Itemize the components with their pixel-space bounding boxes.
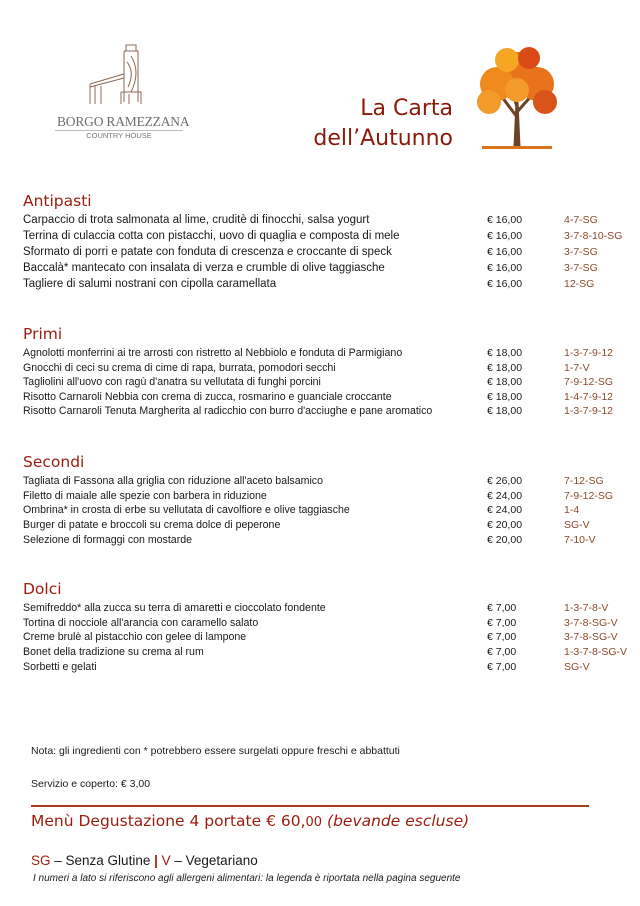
dish-name: Risotto Carnaroli Nebbia con crema di zucca, rosmarino e guanciale croccante: [23, 390, 392, 403]
dish-name: Carpaccio di trota salmonata al lime, cruditè di finocchi, salsa yogurt: [23, 214, 370, 226]
menu-item: [23, 646, 633, 661]
dish-name: Selezione di formaggi con mostarde: [23, 533, 193, 546]
dish-allergens: 1-4: [564, 504, 580, 517]
dish-name: Burger di patate e broccoli su crema dolce di peperone: [23, 519, 281, 532]
dish-allergens: 3-7-SG: [564, 246, 598, 258]
dish-name: Tagliere di salumi nostrani con cipolla caramellata: [23, 278, 277, 290]
legend-sg-label: – Senza Glutine: [50, 853, 155, 868]
menu-item: [23, 504, 633, 519]
menu-item: [23, 534, 633, 549]
dish-allergens: SG-V: [564, 660, 590, 673]
dish-allergens: 3-7-8-SG-V: [564, 631, 618, 644]
dish-name: Tortina di nocciole all'arancia con caramello salato: [23, 616, 259, 629]
dish-allergens: 1-3-7-9-12: [564, 405, 614, 418]
logo-name: BORGO RAMEZZANA: [57, 114, 190, 129]
menu-item: [23, 617, 633, 632]
dish-name: Semifreddo* alla zucca su terra di amaretti e cioccolato fondente: [23, 602, 326, 614]
service-charge: Servizio e coperto: € 3,00: [31, 778, 151, 790]
menu-item: [23, 246, 633, 261]
menu-item: [23, 262, 633, 277]
menu-item: [23, 230, 633, 245]
menu-item: [23, 278, 633, 293]
dish-price: € 18,00: [487, 405, 523, 418]
dish-allergens: 7-12-SG: [564, 475, 604, 487]
dish-allergens: 1-3-7-9-12: [564, 347, 614, 359]
legend-v: V: [157, 853, 171, 868]
dish-allergens: 7-9-12-SG: [564, 376, 614, 389]
dish-name: Sorbetti e gelati: [23, 660, 97, 673]
dish-allergens: 3-7-8-SG-V: [564, 616, 618, 629]
dish-price: € 24,00: [487, 489, 523, 502]
dish-allergens: 12-SG: [564, 278, 595, 290]
menu-item: [23, 391, 633, 406]
dish-allergens: 4-7-SG: [564, 214, 598, 226]
legend-separator: |: [154, 853, 158, 868]
menu-item: [23, 602, 633, 617]
allergen-note: I numeri a lato si riferiscono agli allergeni alimentari: la legenda è riportata nella pagina seguente: [33, 873, 461, 884]
dish-name: Sformato di porri e patate con fonduta di crescenza e croccante di speck: [23, 246, 392, 258]
section-title-antipasti: Antipasti: [23, 192, 92, 210]
menu-item: [23, 475, 633, 490]
dish-allergens: 1-3-7-8-SG-V: [564, 646, 628, 659]
autumn-tree-icon: [467, 42, 567, 152]
dish-price: € 20,00: [487, 519, 523, 532]
legend-sg: SG: [31, 853, 51, 868]
tasting-menu: [31, 812, 469, 830]
dish-name: Tagliolini all'uovo con ragù d'anatra su vellutata di funghi porcini: [23, 376, 321, 389]
menu-item: [23, 376, 633, 391]
dish-name: Creme brulè al pistacchio con gelee di lampone: [23, 631, 247, 644]
menu-item: [23, 661, 633, 676]
dish-price: € 7,00: [487, 631, 517, 644]
dish-allergens: 7-10-V: [564, 533, 596, 546]
dish-price: € 18,00: [487, 347, 523, 359]
dish-name: Filetto di maiale alle spezie con barbera in riduzione: [23, 489, 267, 502]
dish-price: € 20,00: [487, 533, 523, 546]
section-title-dolci: Dolci: [23, 580, 62, 598]
dish-allergens: 1-4-7-9-12: [564, 390, 614, 403]
dish-price: € 7,00: [487, 616, 517, 629]
dish-price: € 7,00: [487, 602, 517, 614]
menu-item: [23, 347, 633, 362]
section-title-primi: Primi: [23, 325, 63, 343]
divider-line: [31, 805, 589, 807]
legend: [31, 853, 258, 868]
dish-name: Tagliata di Fassona alla griglia con riduzione all'aceto balsamico: [23, 475, 323, 487]
dish-name: Bonet della tradizione su crema al rum: [23, 646, 204, 659]
dish-price: € 18,00: [487, 361, 523, 374]
dish-name: Gnocchi di ceci su crema di cime di rapa, burrata, pomodori secchi: [23, 361, 336, 374]
menu-item: [23, 405, 633, 420]
dish-allergens: 1-7-V: [564, 361, 590, 374]
dish-price: € 16,00: [487, 214, 523, 226]
menu-item: [23, 362, 633, 377]
dish-name: Terrina di culaccia cotta con pistacchi, uovo di quaglia e composta di mele: [23, 230, 400, 242]
menu-item: [23, 490, 633, 505]
dish-name: Risotto Carnaroli Tenuta Margherita al radicchio con burro d'acciughe e pane aromatico: [23, 405, 433, 418]
menu-item: [23, 631, 633, 646]
dish-allergens: 1-3-7-8-V: [564, 602, 609, 614]
dish-name: Ombrina* in crosta di erbe su vellutata di cavolfiore e olive taggiasche: [23, 504, 350, 517]
dish-allergens: 7-9-12-SG: [564, 489, 614, 502]
dish-price: € 18,00: [487, 376, 523, 389]
section-title-secondi: Secondi: [23, 453, 85, 471]
dish-price: € 26,00: [487, 475, 523, 487]
dish-price: € 7,00: [487, 646, 517, 659]
title-line-1: La Carta: [360, 96, 453, 121]
tasting-menu-note: (bevande escluse): [327, 812, 470, 830]
frozen-note: Nota: gli ingredienti con * potrebbero essere surgelati oppure freschi e abbattuti: [31, 745, 400, 757]
tasting-menu-cents: 00: [305, 815, 323, 830]
dish-price: € 18,00: [487, 390, 523, 403]
logo: [55, 42, 190, 142]
dish-allergens: 3-7-8-10-SG: [564, 230, 623, 242]
dish-price: € 16,00: [487, 262, 523, 274]
dish-allergens: 3-7-SG: [564, 262, 598, 274]
dish-price: € 16,00: [487, 230, 523, 242]
dish-allergens: SG-V: [564, 519, 590, 532]
dish-price: € 16,00: [487, 278, 523, 290]
tower-logo-icon: [55, 42, 185, 112]
tasting-menu-price: Menù Degustazione 4 portate € 60,: [31, 812, 306, 830]
page-title: [313, 94, 453, 154]
menu-item: [23, 519, 633, 534]
dish-name: Baccalà* mantecato con insalata di verza e crumble di olive taggiasche: [23, 262, 385, 274]
dish-name: Agnolotti monferrini ai tre arrosti con ristretto al Nebbiolo e fonduta di Parmigiano: [23, 347, 403, 359]
dish-price: € 24,00: [487, 504, 523, 517]
dish-price: € 7,00: [487, 660, 517, 673]
title-line-2: dell’Autunno: [313, 126, 453, 151]
legend-v-label: – Vegetariano: [170, 853, 258, 868]
logo-subtitle: COUNTRY HOUSE: [86, 131, 152, 140]
dish-price: € 16,00: [487, 246, 523, 258]
menu-item: [23, 214, 633, 229]
